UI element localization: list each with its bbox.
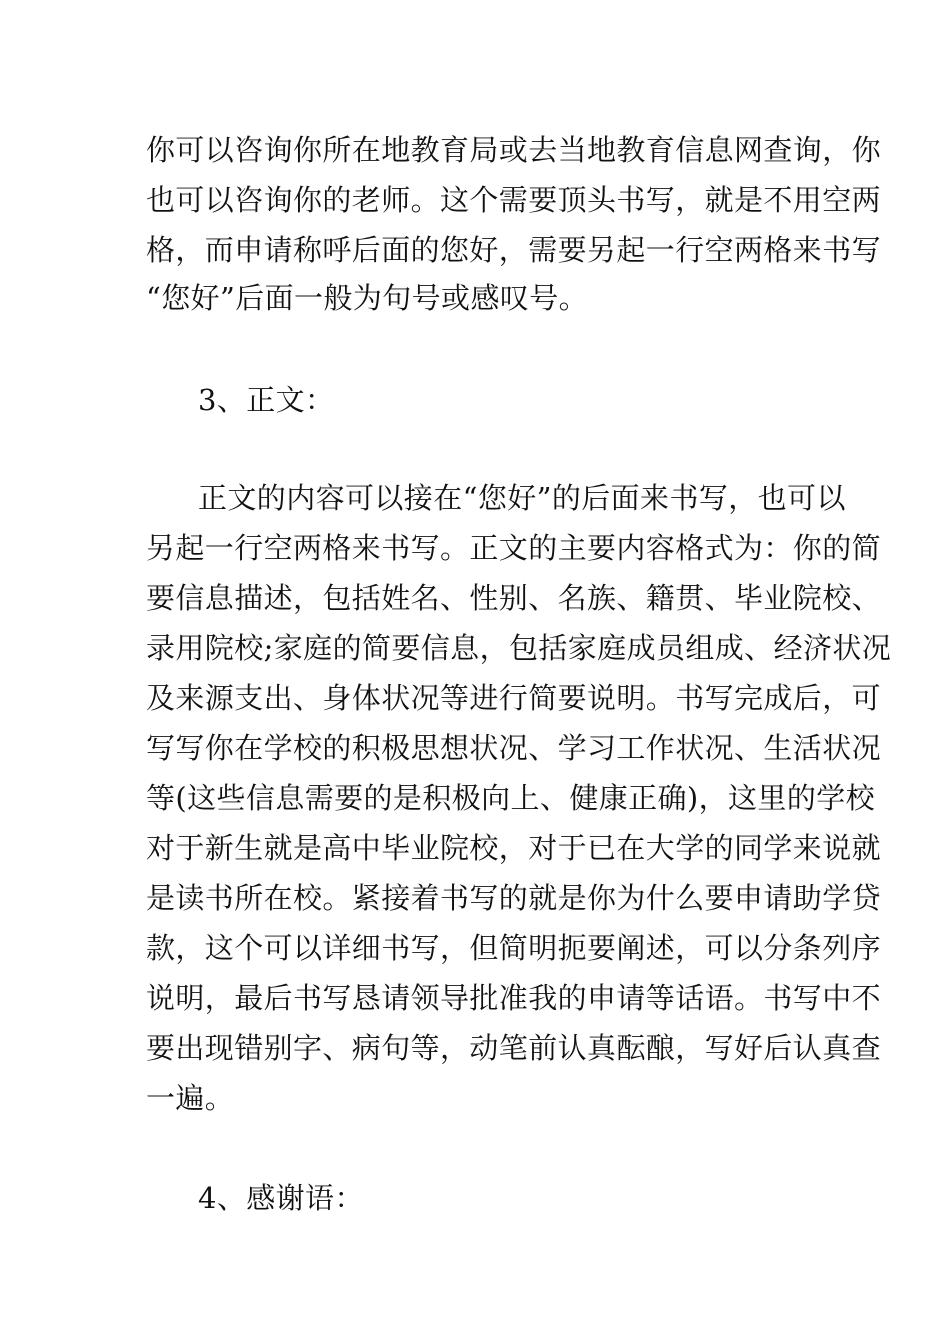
paragraph-line: “您好”后面一般为句号或感叹号。 (146, 281, 589, 315)
paragraph-line: 录用院校;家庭的简要信息，包括家庭成员组成、经济状况 (146, 631, 892, 665)
paragraph-line: 你可以咨询你所在地教育局或去当地教育信息网查询，你 (146, 133, 882, 167)
paragraph-line: 正文的内容可以接在“您好”的后面来书写，也可以 (198, 481, 846, 515)
paragraph-line: 另起一行空两格来书写。正文的主要内容格式为：你的简 (146, 531, 882, 565)
paragraph-line: 要信息描述，包括姓名、性别、名族、籍贯、毕业院校、 (146, 581, 882, 615)
paragraph-line: 款，这个可以详细书写，但简明扼要阐述，可以分条列序 (146, 931, 882, 965)
section-heading-thanks: 4、感谢语： (198, 1181, 364, 1215)
paragraph-line: 是读书所在校。紧接着书写的就是你为什么要申请助学贷 (146, 881, 882, 915)
paragraph-line: 等(这些信息需要的是积极向上、健康正确)，这里的学校 (146, 781, 876, 815)
paragraph-line: 要出现错别字、病句等，动笔前认真酝酿，写好后认真查 (146, 1031, 882, 1065)
section-heading-body: 3、正文： (198, 383, 335, 417)
paragraph-line: 格，而申请称呼后面的您好，需要另起一行空两格来书写 (146, 233, 882, 267)
paragraph-line: 及来源支出、身体状况等进行简要说明。书写完成后，可 (146, 681, 882, 715)
paragraph-line: 一遍。 (146, 1081, 235, 1115)
paragraph-line: 对于新生就是高中毕业院校，对于已在大学的同学来说就 (146, 831, 882, 865)
paragraph-line: 说明，最后书写恳请领导批准我的申请等话语。书写中不 (146, 981, 882, 1015)
paragraph-line: 也可以咨询你的老师。这个需要顶头书写，就是不用空两 (146, 183, 882, 217)
paragraph-line: 写写你在学校的积极思想状况、学习工作状况、生活状况 (146, 731, 882, 765)
